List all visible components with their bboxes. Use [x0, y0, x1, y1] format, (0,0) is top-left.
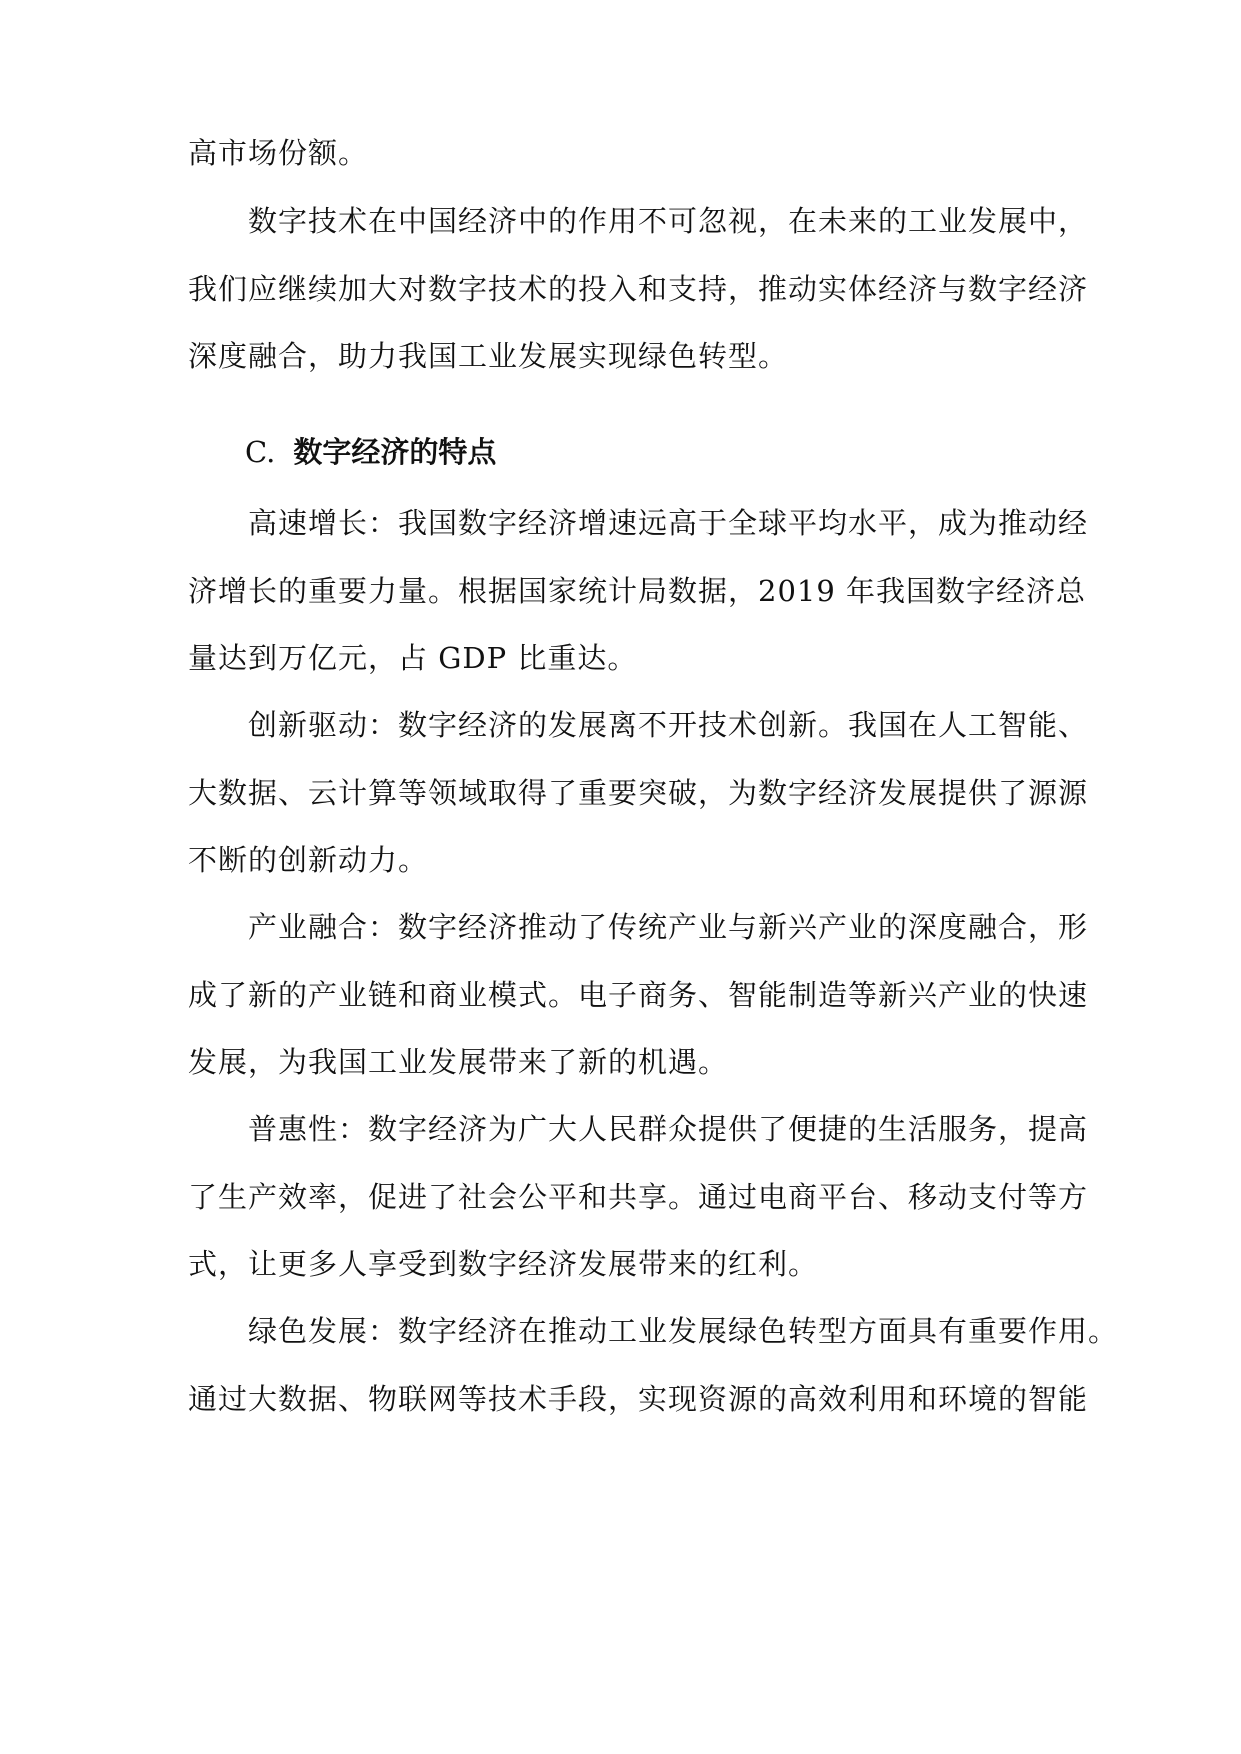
paragraph-line: 普惠性：数字经济为广大人民群众提供了便捷的生活服务，提高 — [248, 1112, 1089, 1146]
paragraph-line: 式，让更多人享受到数字经济发展带来的红利。 — [188, 1247, 819, 1281]
paragraph-line: 量达到万亿元，占 GDP 比重达。 — [188, 641, 638, 675]
paragraph-line: 大数据、云计算等领域取得了重要突破，为数字经济发展提供了源源 — [188, 776, 1089, 810]
paragraph-line: 绿色发展：数字经济在推动工业发展绿色转型方面具有重要作用。 — [248, 1314, 1119, 1348]
paragraph-line: 我们应继续加大对数字技术的投入和支持，推动实体经济与数字经济 — [188, 272, 1089, 306]
paragraph-line: 高速增长：我国数字经济增速远高于全球平均水平，成为推动经 — [248, 506, 1089, 540]
paragraph-line: 不断的创新动力。 — [188, 843, 429, 877]
paragraph-line: 了生产效率，促进了社会公平和共享。通过电商平台、移动支付等方 — [188, 1180, 1089, 1214]
paragraph-line: 济增长的重要力量。根据国家统计局数据，2019 年我国数字经济总 — [188, 574, 1087, 608]
section-number: C. — [245, 435, 276, 469]
paragraph-line: 高市场份额。 — [188, 136, 369, 170]
section-heading — [245, 432, 496, 472]
paragraph-line: 成了新的产业链和商业模式。电子商务、智能制造等新兴产业的快速 — [188, 978, 1089, 1012]
paragraph-line: 数字技术在中国经济中的作用不可忽视，在未来的工业发展中， — [248, 204, 1089, 238]
section-title: 数字经济的特点 — [293, 435, 497, 469]
paragraph-line: 通过大数据、物联网等技术手段，实现资源的高效利用和环境的智能 — [188, 1382, 1089, 1416]
paragraph-line: 深度融合，助力我国工业发展实现绿色转型。 — [188, 339, 789, 373]
paragraph-line: 创新驱动：数字经济的发展离不开技术创新。我国在人工智能、 — [248, 708, 1089, 742]
paragraph-line: 发展，为我国工业发展带来了新的机遇。 — [188, 1045, 729, 1079]
paragraph-line: 产业融合：数字经济推动了传统产业与新兴产业的深度融合，形 — [248, 910, 1089, 944]
